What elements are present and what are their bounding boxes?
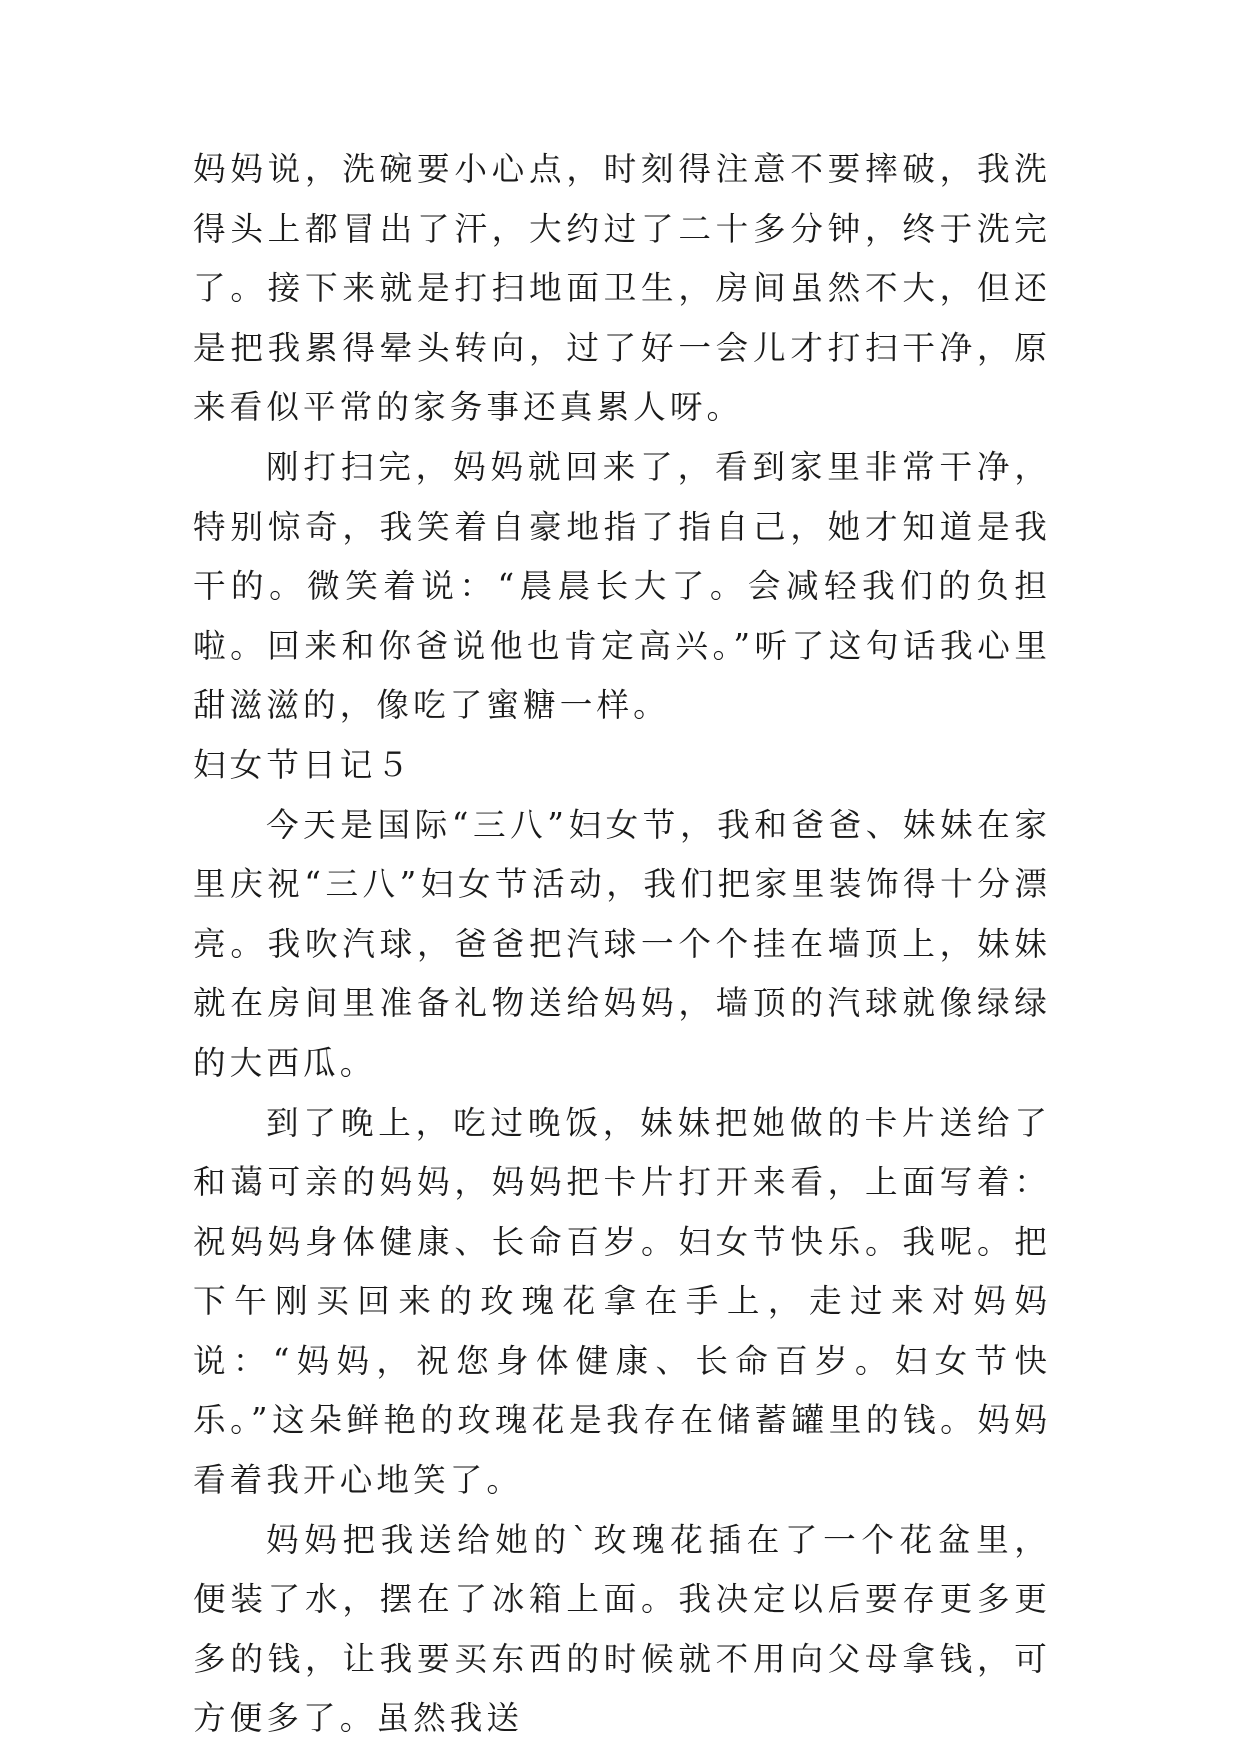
paragraph-dishwashing: 妈妈说，洗碗要小心点，时刻得注意不要摔破，我洗得头上都冒出了汗，大约过了二十多分钟，终于洗完了。接下来就是打扫地面卫生，房间虽然不大，但还是把我累得晕头转向，过了好一会儿才打扫干净，原来看似平常的家务事还真累人呀。: [193, 150, 1051, 427]
paragraph-roses: 妈妈把我送给她的`玫瑰花插在了一个花盆里，便装了水，摆在了冰箱上面。我决定以后要存更多更多的钱，让我要买东西的时候就不用向父母拿钱，可方便多了。虽然我送: [193, 1520, 1051, 1738]
paragraph-mom-returns: 刚打扫完，妈妈就回来了，看到家里非常干净，特别惊奇，我笑着自豪地指了指自己，她才知道是我干的。微笑着说：“晨晨长大了。会减轻我们的负担啦。回来和你爸说他也肯定高兴。”听了这句话我心里甜滋滋的，像吃了蜜糖一样。: [193, 447, 1051, 725]
paragraph-gifts: 到了晚上，吃过晚饭，妹妹把她做的卡片送给了和蔼可亲的妈妈，妈妈把卡片打开来看，上面写着：祝妈妈身体健康、长命百岁。妇女节快乐。我呢。把下午刚买回来的玫瑰花拿在手上，走过来对妈妈说：“妈妈，祝您身体健康、长命百岁。妇女节快乐。”这朵鲜艳的玫瑰花是我存在储蓄罐里的钱。妈妈看着我开心地笑了。: [193, 1103, 1051, 1500]
document-page: [193, 140, 1051, 1749]
paragraph-celebration: 今天是国际“三八”妇女节，我和爸爸、妹妹在家里庆祝“三八”妇女节活动，我们把家里装饰得十分漂亮。我吹汽球，爸爸把汽球一个个挂在墙顶上，妹妹就在房间里准备礼物送给妈妈，墙顶的汽球就像绿绿的大西瓜。: [193, 805, 1051, 1082]
section-heading: 妇女节日记５: [193, 745, 414, 784]
